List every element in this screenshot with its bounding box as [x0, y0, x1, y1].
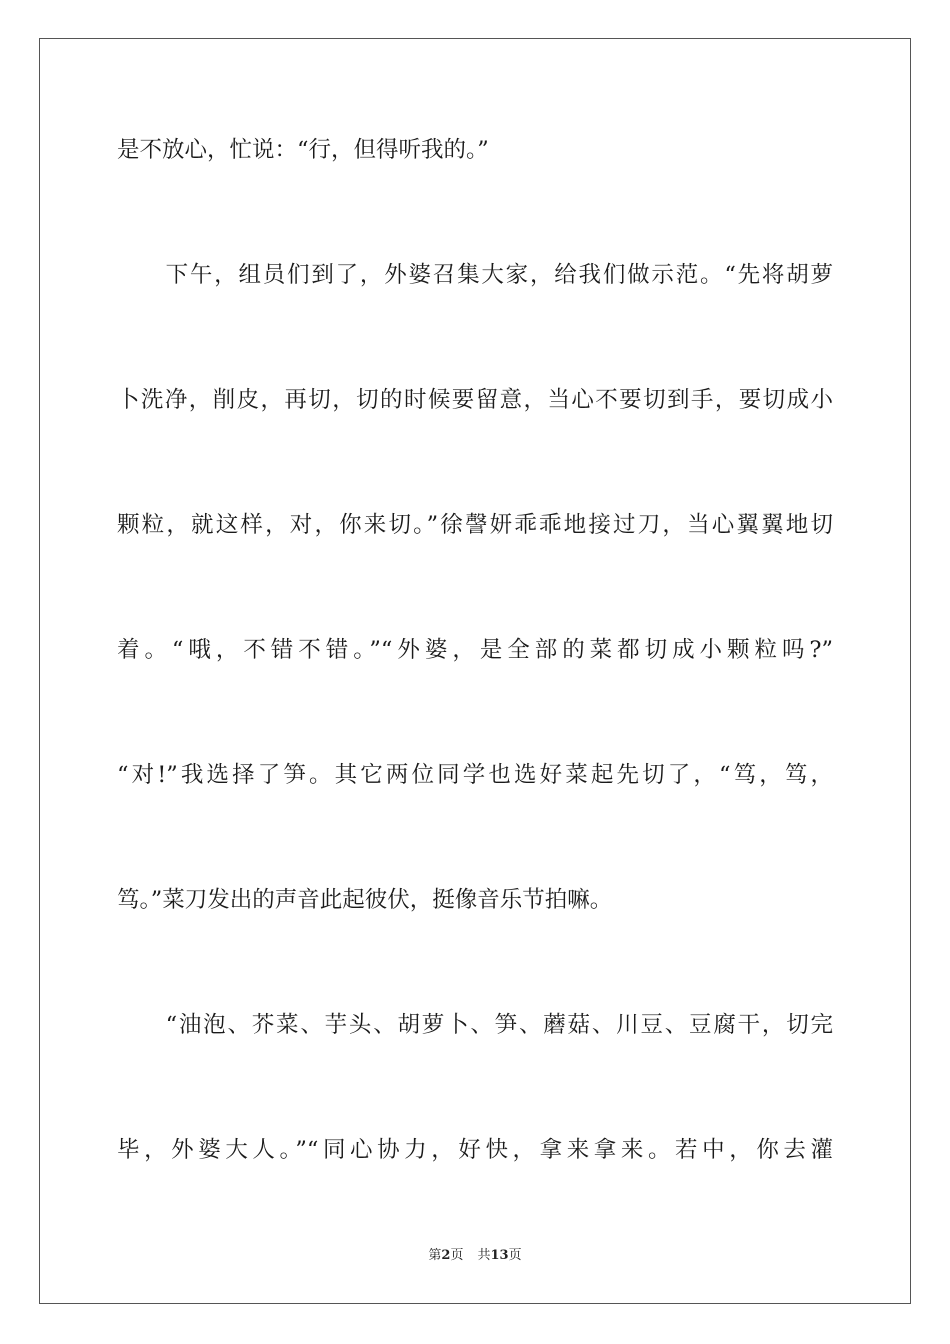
text-line-8: “油泡、芥菜、芋头、胡萝卜、笋、蘑菇、川豆、豆腐干，切完	[117, 1012, 833, 1038]
text-line-4: 颗粒，就这样，对，你来切。”徐謦妍乖乖地接过刀，当心翼翼地切	[117, 512, 833, 538]
text-line-2: 下午，组员们到了，外婆召集大家，给我们做示范。“先将胡萝	[117, 262, 833, 288]
footer-page-prefix: 第	[428, 1248, 442, 1263]
footer-page-number: 2	[441, 1248, 451, 1263]
page-footer	[0, 1247, 950, 1265]
text-line-6: “对!”我选择了笋。其它两位同学也选好菜起先切了，“笃，笃，	[117, 762, 833, 788]
text-line-1: 是不放心，忙说：“行，但得听我的。”	[117, 137, 489, 163]
footer-total-prefix: 共	[477, 1248, 491, 1263]
footer-total-number: 13	[490, 1248, 509, 1263]
text-line-5: 着。“哦，不错不错。”“外婆，是全部的菜都切成小颗粒吗?”	[117, 637, 833, 663]
page-border	[39, 38, 911, 1304]
text-line-9: 毕，外婆大人。”“同心协力，好快，拿来拿来。若中，你去灌	[117, 1137, 833, 1163]
footer-page-suffix: 页	[450, 1248, 464, 1263]
text-line-3: 卜洗净，削皮，再切，切的时候要留意，当心不要切到手，要切成小	[117, 387, 833, 413]
text-line-7: 笃。”菜刀发出的声音此起彼伏，挺像音乐节拍嘛。	[117, 887, 613, 913]
footer-total-suffix: 页	[508, 1248, 522, 1263]
